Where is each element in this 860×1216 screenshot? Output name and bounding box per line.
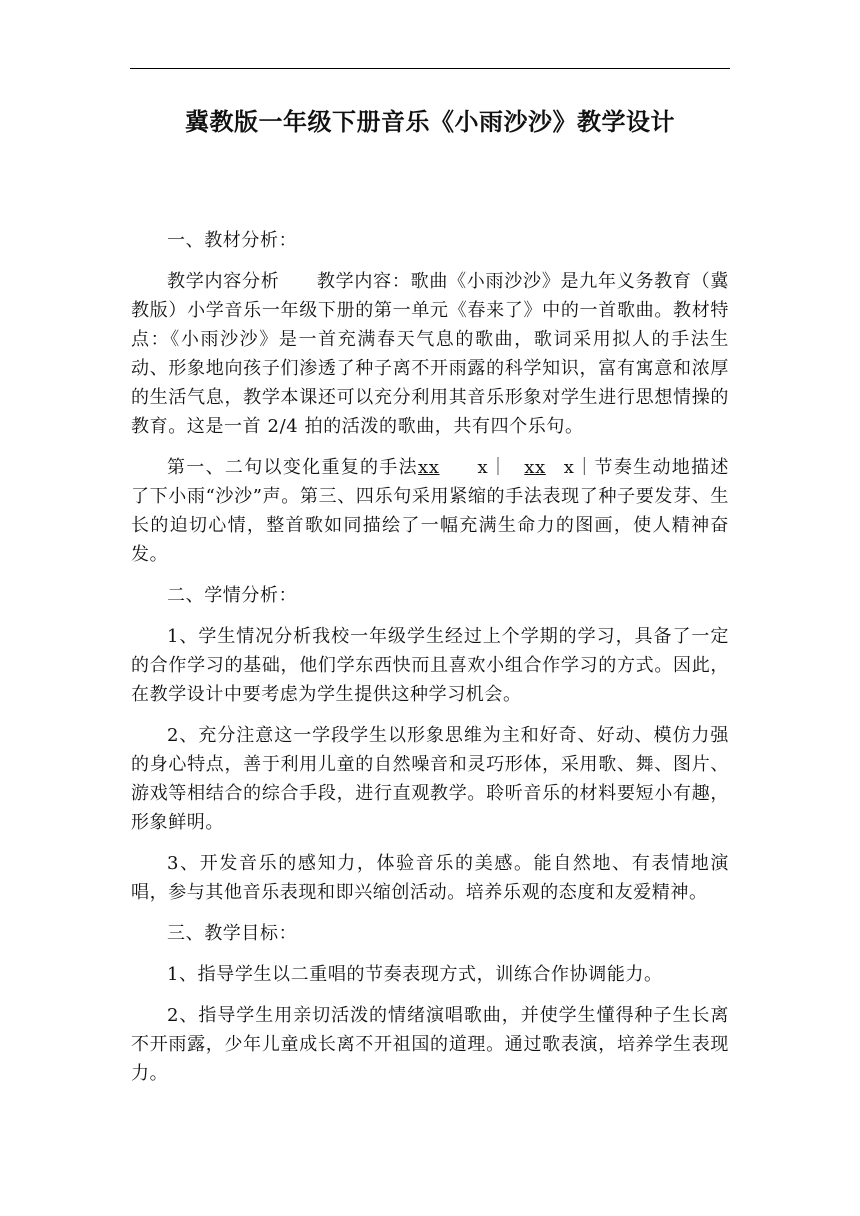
rhythm-suffix: 节奏生动地描述了下小雨“沙沙”声。第三、四乐句采用紧缩的手法表现了种子要发芽、生长的迫切心情，整首歌如同描绘了一幅充满生命力的图画，使人精神奋发。 (131, 457, 729, 565)
document-title: 冀教版一年级下册音乐《小雨沙沙》教学设计 (185, 108, 675, 136)
rhythm-notation-2: x｜ (477, 457, 509, 478)
paragraph-goal-1: 1、指导学生以二重唱的节奏表现方式，训练合作协调能力。 (167, 964, 663, 985)
rhythm-notation-1: xx (417, 457, 440, 478)
rhythm-notation-3: xx (524, 457, 546, 478)
paragraph-learner-3: 3、开发音乐的感知力，体验音乐的美感。能自然地、有表情地演唱，参与其他音乐表现和即兴缩创活动。培养乐观的态度和友爱精神。 (131, 853, 729, 903)
document-body (131, 226, 729, 1100)
paragraph-learner-1: 1、学生情况分析我校一年级学生经过上个学期的学习，具备了一定的合作学习的基础，他们学东西快而且喜欢小组合作学习的方式。因此，在教学设计中要考虑为学生提供这种学习机会。 (131, 626, 729, 705)
rhythm-prefix: 第一、二句以变化重复的手法 (167, 457, 418, 478)
paragraph-learner-2: 2、充分注意这一学段学生以形象思维为主和好奇、好动、模仿力强的身心特点，善于利用儿童的自然噪音和灵巧形体，采用歌、舞、图片、游戏等相结合的综合手段，进行直观教学。聆听音乐的材料要短小有趣，形象鲜明。 (131, 725, 729, 833)
paragraph-rhythm-description (131, 453, 729, 569)
section-heading-textbook-analysis: 一、教材分析： (167, 230, 298, 251)
paragraph-goal-2: 2、指导学生用亲切活泼的情绪演唱歌曲，并使学生懂得种子生长离不开雨露，少年儿童成长离不开祖国的道理。通过歌表演，培养学生表现力。 (131, 1005, 729, 1084)
section-heading-learner-analysis: 二、学情分析： (167, 585, 298, 606)
header-rule (130, 68, 730, 69)
paragraph-content-analysis: 教学内容分析 教学内容：歌曲《小雨沙沙》是九年义务教育（冀教版）小学音乐一年级下册的第一单元《春来了》中的一首歌曲。教材特点：《小雨沙沙》是一首充满春天气息的歌曲，歌词采用拟人的手法生动、形象地向孩子们渗透了种子离不开雨露的科学知识，富有寓意和浓厚的生活气息，教学本课还可以充分利用其音乐形象对学生进行思想情操的教育。这是一首 2/4 拍的活泼的歌曲，共有四个乐句。 (131, 271, 729, 437)
rhythm-notation-4: x｜ (563, 457, 595, 478)
section-heading-teaching-goals: 三、教学目标： (167, 923, 298, 944)
